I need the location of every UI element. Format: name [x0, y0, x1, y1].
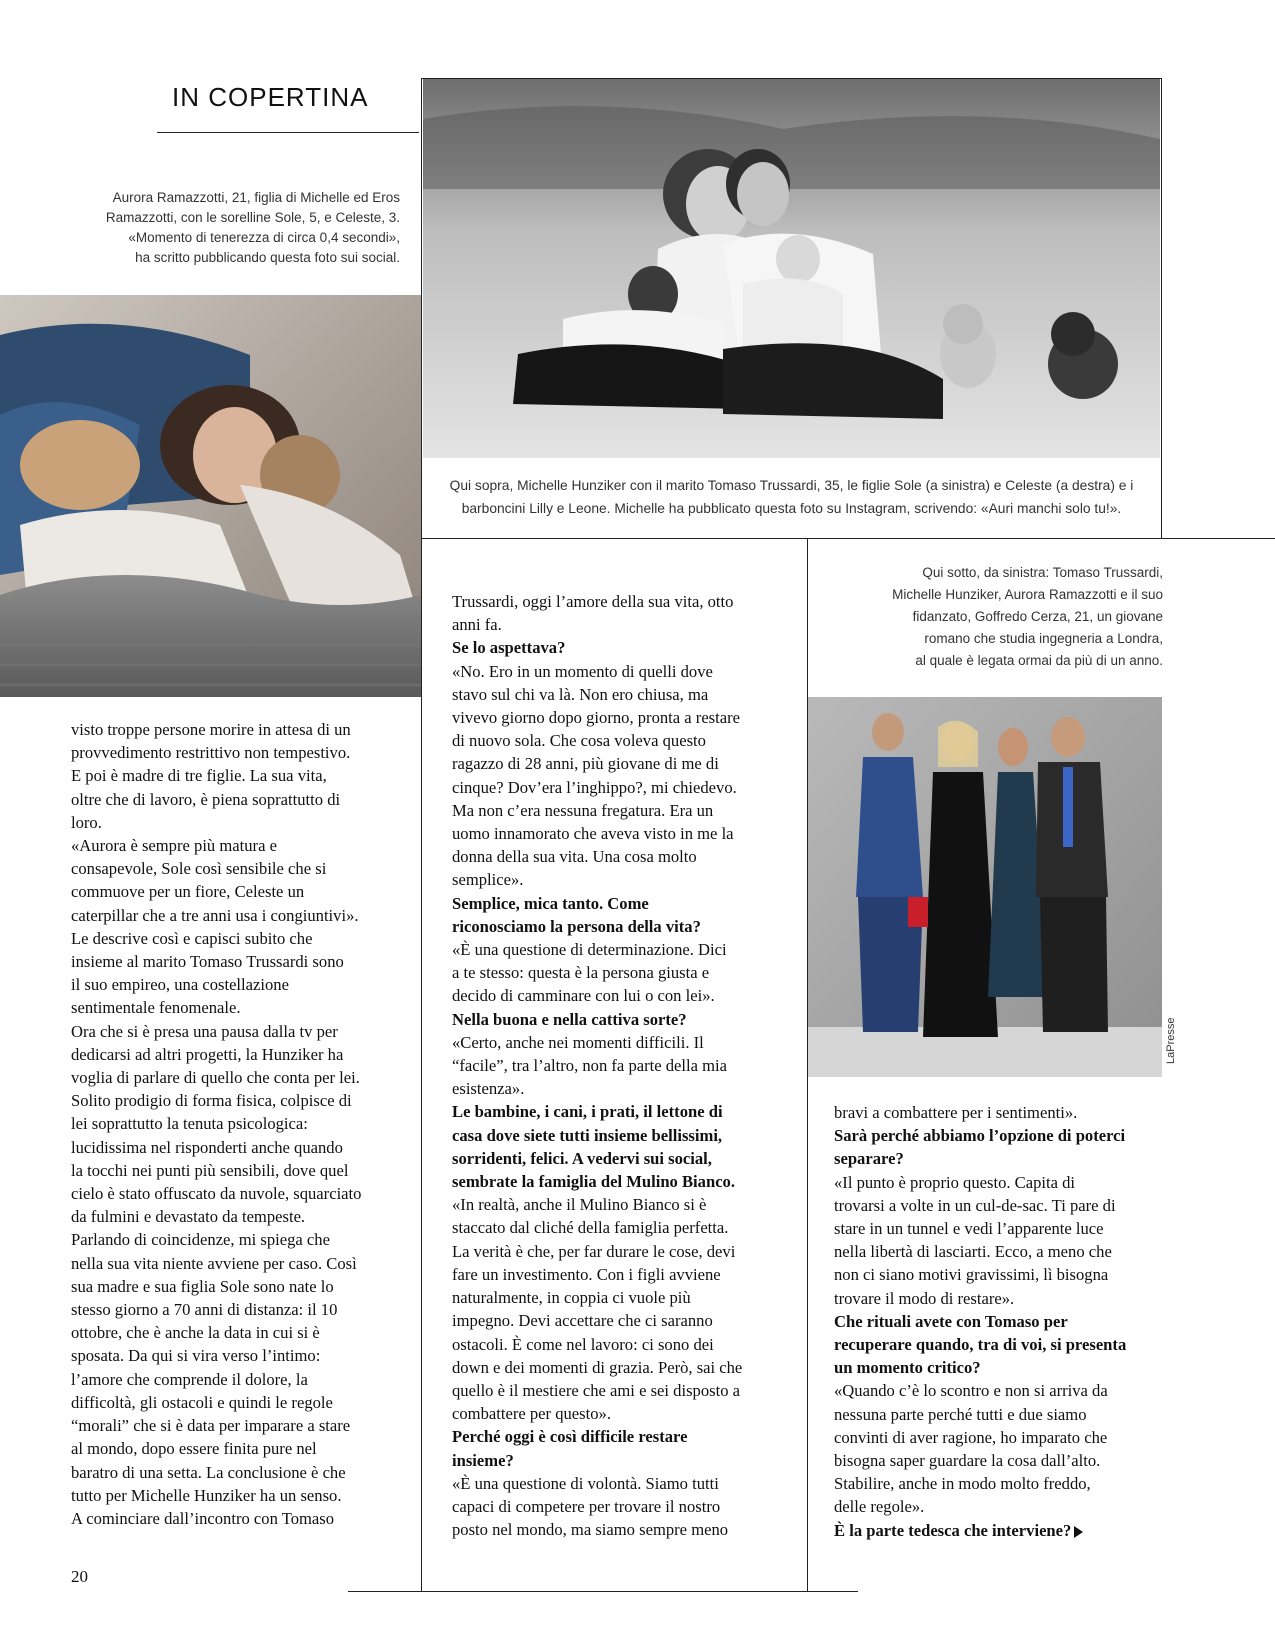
column-divider-left [421, 538, 422, 1592]
text-line: stavo sul chi va là. Non ero chiusa, ma [452, 684, 709, 704]
question-line: riconosciamo la persona della vita? [452, 916, 701, 936]
text-line: «Il punto è proprio questo. Capita di [834, 1172, 1076, 1192]
caption-line: Michelle Hunziker, Aurora Ramazzotti e il suo [892, 587, 1163, 602]
text-line: nella libertà di lasciarti. Ecco, a meno che [834, 1242, 1112, 1262]
text-line: convinti di aver ragione, ho imparato che [834, 1427, 1108, 1447]
text-line: «È una questione di volontà. Siamo tutti [452, 1473, 719, 1493]
text-line: ostacoli. È come nel lavoro: ci sono dei [452, 1334, 714, 1354]
text-line: Ma non c’era nessuna fregatura. Era un [452, 800, 714, 820]
text-line: E poi è madre di tre figlie. La sua vita, [71, 766, 327, 786]
text-line: la tocchi nei punti più sensibili, dove quel [71, 1160, 349, 1180]
section-label: IN COPERTINA [172, 82, 369, 112]
text-line: donna della sua vita. Una cosa molto [452, 847, 697, 867]
text-line: «Aurora è sempre più matura e [71, 836, 277, 856]
question-line: Le bambine, i cani, i prati, il lettone di [452, 1102, 723, 1122]
text-line: «È una questione di determinazione. Dici [452, 940, 727, 960]
text-line: sua madre e sua figlia Sole sono nate lo [71, 1276, 334, 1296]
text-line: trovarsi a volte in un cul-de-sac. Ti pare di [834, 1195, 1116, 1215]
text-line: down e dei momenti di grazia. Però, sai che [452, 1357, 743, 1377]
main-photo-caption [423, 474, 1160, 520]
text-line: sentimentale fenomenale. [71, 998, 241, 1018]
text-line: voglia di parlare di quello che conta per lei. [71, 1068, 360, 1088]
text-line: di nuovo sola. Che cosa voleva questo [452, 731, 706, 751]
text-line: visto troppe persone morire in attesa di un [71, 720, 351, 739]
text-line: lei soprattutto la tenuta psicologica: [71, 1114, 308, 1134]
text-line: uomo innamorato che aveva visto in me la [452, 824, 734, 844]
text-line: trovare il modo di restare». [834, 1288, 1015, 1308]
text-line: La verità è che, per far durare le cose, devi [452, 1241, 736, 1261]
text-line: dedicarsi ad altri progetti, la Hunziker ha [71, 1044, 344, 1064]
question-line: recuperare quando, tra di voi, si presenta [834, 1335, 1127, 1355]
text-line: lucidissima nel risponderti anche quando [71, 1137, 343, 1157]
text-line: Parlando di coincidenze, mi spiega che [71, 1230, 330, 1250]
text-line: naturalmente, in coppia ci vuole più [452, 1288, 691, 1308]
caption-line: barboncini Lilly e Leone. Michelle ha pubblicato questa foto su Instagram, scrivendo: «Auri manchi solo tu!». [461, 501, 1122, 516]
question-line: insieme? [452, 1450, 514, 1470]
text-line: Ora che si è presa una pausa dalla tv per [71, 1021, 338, 1041]
question-line: Perché oggi è così difficile restare [452, 1427, 688, 1447]
text-line: al mondo, dopo essere finita pure nel [71, 1439, 317, 1459]
text-line: nella sua vita niente avviene per caso. Così [71, 1253, 357, 1273]
main-photo-frame-right [1161, 78, 1162, 538]
text-line: difficoltà, gli ostacoli e quindi le regole [71, 1392, 333, 1412]
text-line: «Certo, anche nei momenti difficili. Il [452, 1032, 704, 1052]
column-divider-horizontal [421, 538, 1275, 539]
caption-line: Qui sotto, da sinistra: Tomaso Trussardi, [922, 565, 1163, 580]
family-grass-photo [423, 79, 1160, 458]
text-line: loro. [71, 812, 102, 832]
question-line: sorridenti, felici. A vedervi sui social, [452, 1148, 712, 1168]
caption-line: Aurora Ramazzotti, 21, figlia di Michelle ed Eros [112, 190, 400, 205]
text-line: a te stesso: questa è la persona giusta e [452, 963, 710, 983]
text-line: da fulmini e devastato da tempeste. [71, 1207, 306, 1227]
question-line: Nella buona e nella cattiva sorte? [452, 1009, 687, 1029]
text-line: “facile”, tra l’altro, non fa parte della mia [452, 1056, 728, 1076]
text-line: anni fa. [452, 615, 502, 635]
article-column-2 [452, 590, 797, 1541]
text-line: impegno. Devi accettare che ci saranno [452, 1311, 713, 1331]
text-line: «No. Ero in un momento di quelli dove [452, 661, 713, 681]
left-photo-caption [20, 188, 400, 268]
question-line: casa dove siete tutti insieme bellissimi, [452, 1125, 723, 1145]
text-line: A cominciare dall’incontro con Tomaso [71, 1508, 335, 1528]
question-line: Che rituali avete con Tomaso per [834, 1311, 1068, 1331]
text-line: fare un investimento. Con i figli avviene [452, 1264, 721, 1284]
text-line: «Quando c’è lo scontro e non si arriva da [834, 1381, 1108, 1401]
text-line: combattere per questo». [452, 1404, 611, 1424]
question-line: Se lo aspettava? [452, 638, 566, 658]
text-line: insieme al marito Tomaso Trussardi sono [71, 952, 344, 972]
caption-line: fidanzato, Goffredo Cerza, 21, un giovane [912, 609, 1163, 624]
text-line: sposata. Da qui si vira verso l’intimo: [71, 1346, 321, 1366]
text-line: vivevo giorno dopo giorno, pronta a restare [452, 708, 741, 728]
text-line: stesso giorno a 70 anni di distanza: il 10 [71, 1300, 338, 1320]
text-line: nessuna parte perché tutti e due siamo [834, 1404, 1087, 1424]
text-line: “morali” che si è data per imparare a stare [71, 1416, 351, 1436]
bottom-rule [348, 1591, 858, 1592]
article-column-3 [834, 1101, 1164, 1542]
caption-line: Qui sopra, Michelle Hunziker con il marito Tomaso Trussardi, 35, le figlie Sole (a sinistra) e Celeste (a destra) e i [449, 478, 1134, 493]
text-line: semplice». [452, 870, 524, 890]
text-line: posto nel mondo, ma siamo sempre meno [452, 1520, 729, 1540]
text-line: staccato dal cliché della famiglia perfetta. [452, 1218, 729, 1238]
text-line: quello è il mestiere che ami e sei disposto a [452, 1380, 741, 1400]
aurora-sisters-photo [0, 295, 421, 697]
text-line: baratro di una setta. La conclusione è che [71, 1462, 346, 1482]
text-line: cielo è stato offuscato da nuvole, squarciato [71, 1184, 362, 1204]
question-line: Sarà perché abbiamo l’opzione di poterci [834, 1126, 1126, 1146]
text-line: caterpillar che a tre anni usa i congiuntivi». [71, 905, 359, 925]
question-line: È la parte tedesca che interviene? [834, 1519, 1164, 1542]
photo-credit: LaPresse [1165, 1017, 1177, 1064]
text-line: ottobre, che è anche la data in cui si è [71, 1323, 320, 1343]
question-line: Semplice, mica tanto. Come [452, 893, 649, 913]
main-photo-frame-left [421, 78, 422, 538]
text-line: commuove per un fiore, Celeste un [71, 882, 305, 902]
text-line: esistenza». [452, 1079, 525, 1099]
text-line: delle regole». [834, 1497, 925, 1517]
question-line: sembrate la famiglia del Mulino Bianco. [452, 1172, 736, 1192]
text-line: bisogna saper guardare la cosa dall’alto. [834, 1451, 1101, 1471]
text-line: non ci siano motivi gravissimi, lì bisogna [834, 1265, 1109, 1285]
caption-line: «Momento di tenerezza di circa 0,4 secondi», [128, 230, 400, 245]
question-line: separare? [834, 1149, 904, 1169]
caption-line: ha scritto pubblicando questa foto sui social. [135, 250, 400, 265]
caption-line: romano che studia ingegneria a Londra, [924, 631, 1163, 646]
text-line: decido di camminare con lui o con lei». [452, 986, 715, 1006]
text-line: provvedimento restrittivo non tempestivo. [71, 743, 351, 763]
text-line: Trussardi, oggi l’amore della sua vita, otto [452, 592, 734, 611]
group-event-photo [808, 697, 1162, 1077]
text-line: il suo empireo, una costellazione [71, 975, 289, 995]
page-number: 20 [71, 1567, 88, 1586]
text-line: ragazzo di 28 anni, più giovane di me di [452, 754, 719, 774]
article-column-1 [71, 718, 411, 1530]
text-line: consapevole, Sole così sensibile che si [71, 859, 327, 879]
caption-line: al quale è legata ormai da più di un anno. [915, 653, 1163, 668]
text-line: Le descrive così e capisci subito che [71, 928, 313, 948]
text-line: Solito prodigio di forma fisica, colpisce di [71, 1091, 352, 1111]
text-line: oltre che di lavoro, è piena soprattutto di [71, 789, 341, 809]
text-line: tutto per Michelle Hunziker ha un senso. [71, 1485, 342, 1505]
right-photo-caption [815, 562, 1163, 672]
text-line: bravi a combattere per i sentimenti». [834, 1103, 1078, 1122]
question-line: un momento critico? [834, 1358, 981, 1378]
continue-arrow-icon [1074, 1526, 1083, 1538]
text-line: Stabilire, anche in modo molto freddo, [834, 1474, 1091, 1494]
text-line: l’amore che comprende il dolore, la [71, 1369, 308, 1389]
caption-line: Ramazzotti, con le sorelline Sole, 5, e Celeste, 3. [105, 210, 400, 225]
text-line: capaci di competere per trovare il nostro [452, 1496, 721, 1516]
text-line: cinque? Dov’era l’inghippo?, mi chiedevo. [452, 777, 737, 797]
section-rule [157, 132, 419, 133]
text-line: stare in un tunnel e vedi l’apparente luce [834, 1219, 1104, 1239]
text-line: «In realtà, anche il Mulino Bianco si è [452, 1195, 707, 1215]
